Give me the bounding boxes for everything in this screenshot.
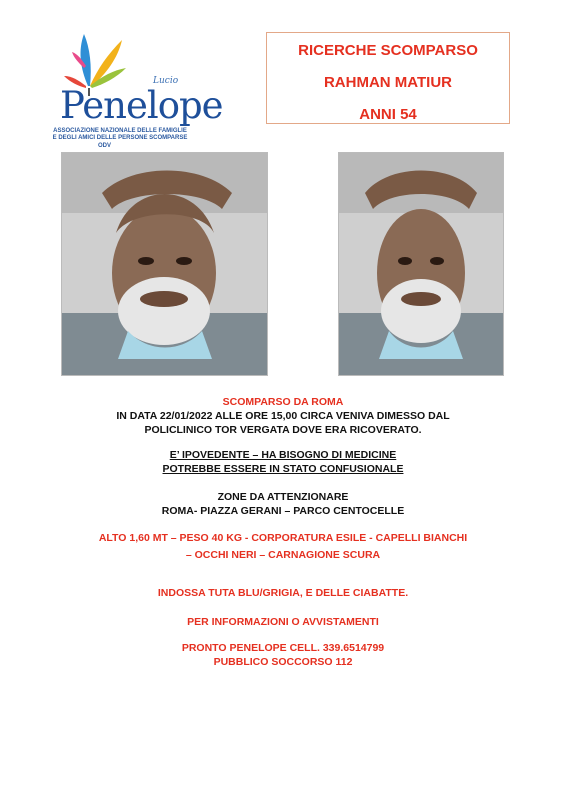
zones-title: ZONE DA ATTENZIONARE bbox=[217, 491, 349, 503]
missing-person-photo-left bbox=[61, 152, 268, 376]
zones-value: ROMA- PIAZZA GERANI – PARCO CENTOCELLE bbox=[161, 505, 405, 517]
contacts bbox=[0, 641, 566, 669]
zones bbox=[0, 490, 566, 518]
description bbox=[0, 409, 566, 437]
description-line1: IN DATA 22/01/2022 ALLE ORE 15,00 CIRCA VENIVA DIMESSO DAL bbox=[116, 410, 450, 422]
health-line2: POTREBBE ESSERE IN STATO CONFUSIONALE bbox=[162, 463, 404, 475]
description-line2: POLICLINICO TOR VERGATA DOVE ERA RICOVERATO. bbox=[144, 424, 422, 436]
missing-person-photo-right bbox=[338, 152, 504, 376]
info-title: PER INFORMAZIONI O AVVISTAMENTI bbox=[187, 616, 379, 628]
logo-script-text: Lucio bbox=[153, 76, 179, 86]
logo-suffix: ODV bbox=[98, 143, 112, 149]
health-line1: E’ IPOVEDENTE – HA BISOGNO DI MEDICINE bbox=[169, 449, 397, 461]
missing-person-name: RAHMAN MATIUR bbox=[323, 74, 453, 91]
contact-line1: PRONTO PENELOPE CELL. 339.6514799 bbox=[181, 642, 385, 654]
logo-subtitle-line1: ASSOCIAZIONE NAZIONALE DELLE FAMIGLIE bbox=[53, 128, 187, 134]
penelope-logo bbox=[50, 28, 223, 149]
physical-line1: ALTO 1,60 MT – PESO 40 KG - CORPORATURA ESILE - CAPELLI BIANCHI bbox=[98, 532, 468, 544]
clothing: INDOSSA TUTA BLU/GRIGIA, E DELLE CIABATTE. bbox=[157, 587, 409, 599]
physical-description bbox=[0, 531, 566, 562]
title-box bbox=[266, 32, 510, 124]
missing-person-age: ANNI 54 bbox=[359, 106, 417, 123]
health-info bbox=[0, 448, 566, 476]
logo-subtitle-line2: E DEGLI AMICI DELLE PERSONE SCOMPARSE bbox=[52, 135, 188, 141]
physical-line2: – OCCHI NERI – CARNAGIONE SCURA bbox=[185, 549, 381, 561]
missing-from: SCOMPARSO DA ROMA bbox=[222, 396, 344, 408]
title-heading: RICERCHE SCOMPARSO bbox=[298, 42, 478, 59]
contact-line2: PUBBLICO SOCCORSO 112 bbox=[213, 656, 353, 668]
logo-name: Penelope bbox=[60, 84, 223, 127]
